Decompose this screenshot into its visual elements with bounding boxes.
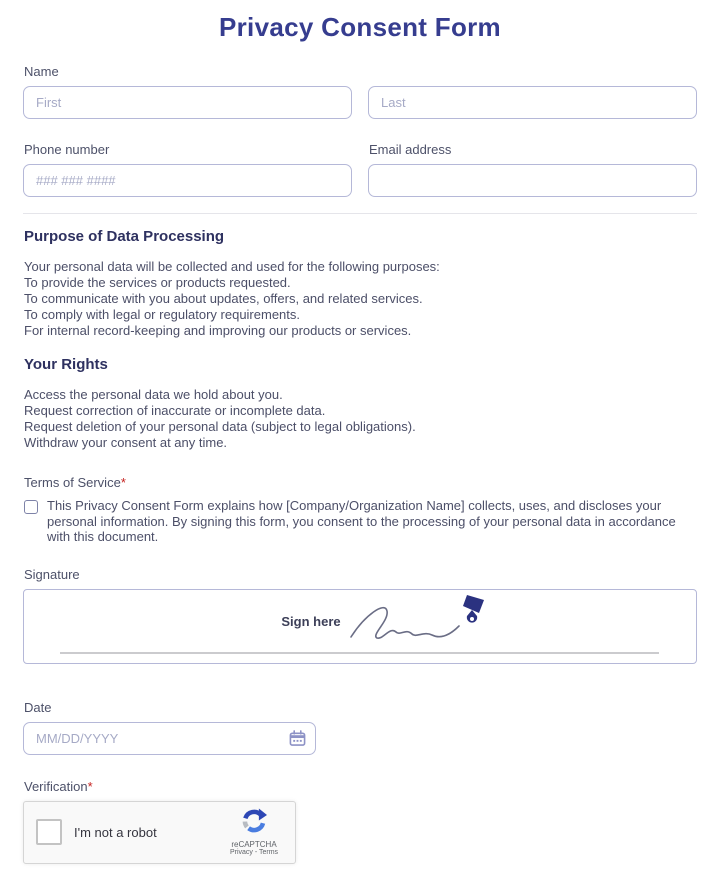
name-label: Name xyxy=(24,64,59,79)
calendar-icon[interactable] xyxy=(289,730,306,752)
recaptcha-widget xyxy=(23,801,296,864)
terms-checkbox[interactable] xyxy=(24,500,38,514)
name-row xyxy=(23,86,697,119)
verification-label-text: Verification xyxy=(24,778,88,794)
signature-baseline xyxy=(60,652,659,654)
terms-text: This Privacy Consent Form explains how [Company/Organization Name] collects, uses, and discloses your personal information. By signing this form, you consent to the processing of your personal data in accordance with this document. xyxy=(47,498,676,544)
purpose-line: To provide the services or products requested. xyxy=(24,275,291,290)
purpose-line: Your personal data will be collected and used for the following purposes: xyxy=(24,259,440,274)
signature-scribble-pen-icon xyxy=(349,593,499,650)
date-field xyxy=(23,722,316,755)
last-name-input[interactable] xyxy=(368,86,697,119)
rights-line: Request correction of inaccurate or incomplete data. xyxy=(24,403,326,418)
phone-input[interactable] xyxy=(23,164,352,197)
phone-email-input-row xyxy=(23,164,697,197)
signature-label: Signature xyxy=(24,566,80,582)
terms-label xyxy=(24,475,697,490)
date-label: Date xyxy=(24,699,52,715)
form-container xyxy=(0,64,720,864)
recaptcha-checkbox[interactable] xyxy=(36,819,62,845)
email-input[interactable] xyxy=(368,164,697,197)
purpose-text xyxy=(24,259,697,339)
phone-email-label-row xyxy=(23,142,697,157)
purpose-line: For internal record-keeping and improving our products or services. xyxy=(24,323,412,338)
terms-label-text: Terms of Service xyxy=(24,475,121,490)
terms-row xyxy=(23,498,697,545)
recaptcha-branding xyxy=(225,808,283,856)
terms-required-asterisk: * xyxy=(120,475,126,490)
rights-line: Withdraw your consent at any time. xyxy=(24,435,228,450)
recaptcha-privacy-terms-links[interactable]: Privacy - Terms xyxy=(229,849,279,856)
section-divider xyxy=(23,213,697,214)
rights-heading: Your Rights xyxy=(24,356,108,373)
rights-text xyxy=(24,387,697,451)
sign-here-label: Sign here xyxy=(281,613,341,629)
email-label: Email address xyxy=(369,142,452,157)
rights-line: Request deletion of your personal data (subject to legal obligations). xyxy=(24,419,416,434)
purpose-line: To communicate with you about updates, offers, and related services. xyxy=(24,291,423,306)
purpose-heading: Purpose of Data Processing xyxy=(24,228,225,245)
signature-hint-group xyxy=(281,593,498,650)
recaptcha-checkbox-label: I'm not a robot xyxy=(74,824,157,840)
phone-label: Phone number xyxy=(24,142,110,157)
date-input[interactable] xyxy=(23,722,316,755)
verification-required-asterisk: * xyxy=(87,778,93,794)
purpose-line: To comply with legal or regulatory requirements. xyxy=(24,307,301,322)
rights-line: Access the personal data we hold about you. xyxy=(24,387,283,402)
signature-pad[interactable] xyxy=(23,589,697,664)
recaptcha-logo-icon xyxy=(241,808,267,839)
recaptcha-brand-text: reCAPTCHA xyxy=(231,840,277,849)
page-title: Privacy Consent Form xyxy=(219,12,501,42)
verification-label xyxy=(24,779,697,794)
first-name-input[interactable] xyxy=(23,86,352,119)
